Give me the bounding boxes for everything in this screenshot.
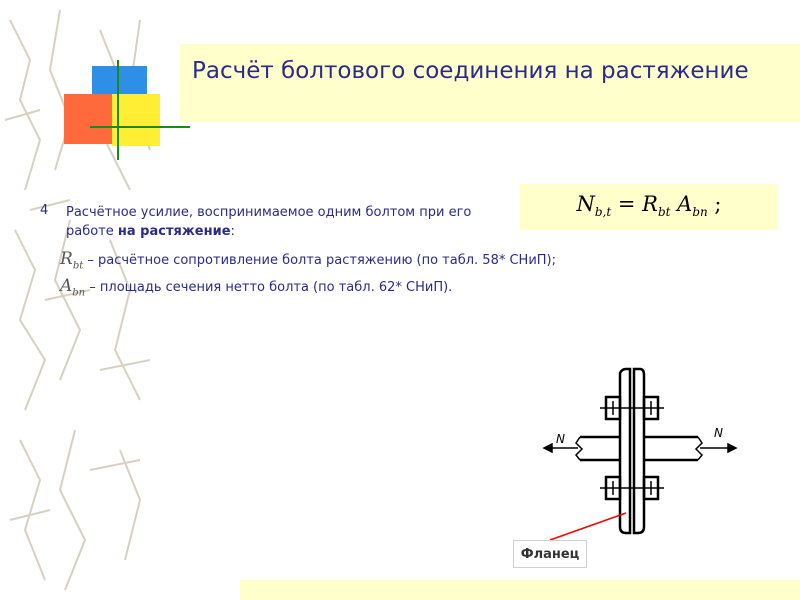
right-flange — [634, 369, 644, 533]
definition-text: – расчётное сопротивление болта растяжению (по табл. 58* СНиП); — [83, 253, 557, 268]
force-arrow-right — [728, 444, 736, 452]
definition-symbol: $A_{bn}$ — [60, 276, 86, 299]
definition-text: – площадь сечения нетто болта (по табл. 62* СНиП). — [85, 280, 453, 295]
force-label-right: N — [714, 426, 723, 440]
force-arrow-left — [544, 444, 552, 452]
formula-r: R — [642, 192, 658, 216]
bullet-text-part2: : — [230, 224, 235, 239]
page-title: Расчёт болтового соединения на растяжение — [192, 58, 749, 84]
bullet-number: 4 — [40, 203, 49, 218]
formula-box — [520, 184, 778, 230]
formula-end: ; — [707, 192, 722, 216]
bullet-text-bold: на растяжение — [117, 224, 231, 239]
formula-n-sub: b,t — [594, 205, 612, 220]
left-pipe — [580, 437, 620, 460]
force-label-left: N — [556, 432, 565, 446]
formula — [520, 192, 778, 219]
bullet-text — [66, 203, 486, 241]
formula-n: N — [576, 192, 595, 216]
formula-eq: = — [611, 192, 643, 216]
formula-a-sub: bn — [692, 205, 708, 220]
formula-a: A — [677, 192, 693, 216]
footer-bar — [240, 580, 800, 600]
right-pipe — [644, 437, 698, 460]
flange-leader-line — [550, 513, 626, 540]
decorative-squares — [60, 60, 190, 170]
formula-r-sub: bt — [657, 205, 671, 220]
bullet-text-part1: Расчётное усилие, воспринимаемое одним болтом при его работе — [66, 205, 472, 239]
definition-abn — [60, 276, 452, 298]
definition-symbol: $R_{bt}$ — [60, 249, 84, 272]
flange-label: Фланец — [513, 540, 587, 568]
definition-rbt — [60, 249, 556, 271]
left-flange — [620, 369, 630, 533]
bolted-flange-diagram — [540, 365, 740, 545]
